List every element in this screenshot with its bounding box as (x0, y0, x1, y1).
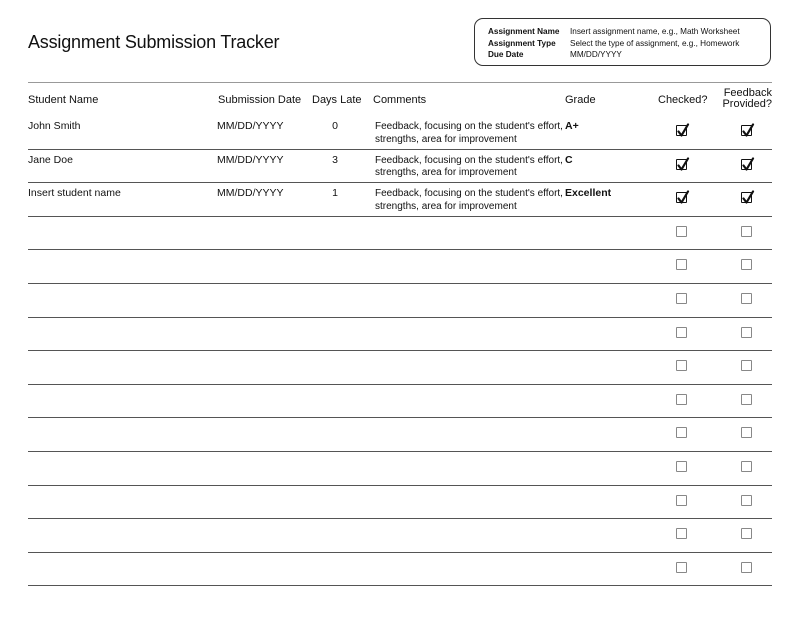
table-row (28, 452, 772, 486)
checked-checkbox[interactable] (676, 327, 687, 338)
feedback-provided-checkbox[interactable] (741, 360, 752, 371)
checkmark-icon (676, 157, 690, 172)
feedback-provided-checkbox[interactable] (741, 327, 752, 338)
feedback-provided-checkbox[interactable] (741, 562, 752, 573)
feedback-provided-checkbox[interactable] (741, 125, 752, 136)
info-label: Due Date (488, 50, 524, 59)
submission-date-cell[interactable]: MM/DD/YYYY (217, 120, 284, 132)
table-row (28, 250, 772, 284)
info-label: Assignment Type (488, 38, 556, 48)
student-name-cell[interactable]: Insert student name (28, 187, 121, 200)
grade-cell[interactable]: C (565, 153, 573, 166)
assignment-name-field[interactable]: Insert assignment name, e.g., Math Worksheet (570, 27, 740, 36)
feedback-provided-checkbox[interactable] (741, 259, 752, 270)
table-row (28, 553, 772, 587)
comments-cell[interactable]: Feedback, focusing on the student's effort, strengths, area for improvement (375, 154, 563, 179)
days-late-cell[interactable]: 3 (332, 153, 338, 166)
days-late-cell[interactable]: 1 (332, 187, 338, 200)
assignment-type-field[interactable]: Select the type of assignment, e.g., Homework (570, 38, 740, 48)
table-row (28, 116, 772, 150)
comments-cell[interactable]: Feedback, focusing on the student's effort, strengths, area for improvement (375, 121, 563, 145)
checked-checkbox[interactable] (676, 562, 687, 573)
checked-checkbox[interactable] (676, 495, 687, 506)
table-row (28, 486, 772, 520)
column-header-student-name: Student Name (28, 94, 99, 106)
checked-checkbox[interactable] (676, 259, 687, 270)
due-date-field[interactable]: MM/DD/YYYY (570, 50, 622, 59)
column-header-comments: Comments (373, 94, 427, 106)
student-name-cell[interactable]: Jane Doe (28, 153, 73, 166)
column-header-grade: Grade (565, 94, 596, 106)
table-row (28, 519, 772, 553)
table-row (28, 183, 772, 217)
checkmark-icon (676, 123, 690, 138)
checked-checkbox[interactable] (676, 226, 687, 237)
checkmark-icon (741, 190, 755, 205)
checked-checkbox[interactable] (676, 427, 687, 438)
table-row (28, 418, 772, 452)
column-header-feedback-provided (722, 88, 772, 110)
checked-checkbox[interactable] (676, 125, 687, 136)
checked-checkbox[interactable] (676, 461, 687, 472)
column-header-feedback-line2: Provided? (722, 98, 772, 110)
checked-checkbox[interactable] (676, 528, 687, 539)
days-late-cell[interactable]: 0 (332, 120, 338, 132)
comments-cell[interactable]: Feedback, focusing on the student's effort, strengths, area for improvement (375, 188, 563, 212)
column-header-days-late: Days Late (312, 94, 362, 106)
info-row-assignment-name (488, 26, 770, 38)
table-row (28, 284, 772, 318)
table-row (28, 217, 772, 251)
submission-date-cell[interactable]: MM/DD/YYYY (217, 187, 284, 200)
checkmark-icon (741, 157, 755, 172)
info-label: Assignment Name (488, 27, 560, 36)
info-row-assignment-type (488, 38, 770, 50)
column-header-checked: Checked? (658, 94, 708, 106)
info-row-due-date (488, 49, 770, 61)
feedback-provided-checkbox[interactable] (741, 226, 752, 237)
feedback-provided-checkbox[interactable] (741, 461, 752, 472)
checked-checkbox[interactable] (676, 394, 687, 405)
feedback-provided-checkbox[interactable] (741, 495, 752, 506)
feedback-provided-checkbox[interactable] (741, 192, 752, 203)
checkmark-icon (676, 190, 690, 205)
feedback-provided-checkbox[interactable] (741, 293, 752, 304)
assignment-info-box (474, 18, 771, 66)
checked-checkbox[interactable] (676, 293, 687, 304)
checked-checkbox[interactable] (676, 192, 687, 203)
table-row (28, 385, 772, 419)
feedback-provided-checkbox[interactable] (741, 528, 752, 539)
page-title: Assignment Submission Tracker (28, 32, 280, 52)
grade-cell[interactable]: A+ (565, 120, 579, 132)
grade-cell[interactable]: Excellent (565, 187, 612, 200)
feedback-provided-checkbox[interactable] (741, 394, 752, 405)
feedback-provided-checkbox[interactable] (741, 427, 752, 438)
feedback-provided-checkbox[interactable] (741, 159, 752, 170)
header-divider (28, 82, 772, 83)
table-row (28, 351, 772, 385)
student-name-cell[interactable]: John Smith (28, 120, 81, 132)
column-header-feedback-line1: Feedback (723, 87, 772, 99)
checkmark-icon (741, 123, 755, 138)
table-row (28, 150, 772, 184)
checked-checkbox[interactable] (676, 360, 687, 371)
column-header-submission-date: Submission Date (218, 94, 302, 106)
checked-checkbox[interactable] (676, 159, 687, 170)
submission-date-cell[interactable]: MM/DD/YYYY (217, 153, 284, 166)
table-row (28, 318, 772, 352)
